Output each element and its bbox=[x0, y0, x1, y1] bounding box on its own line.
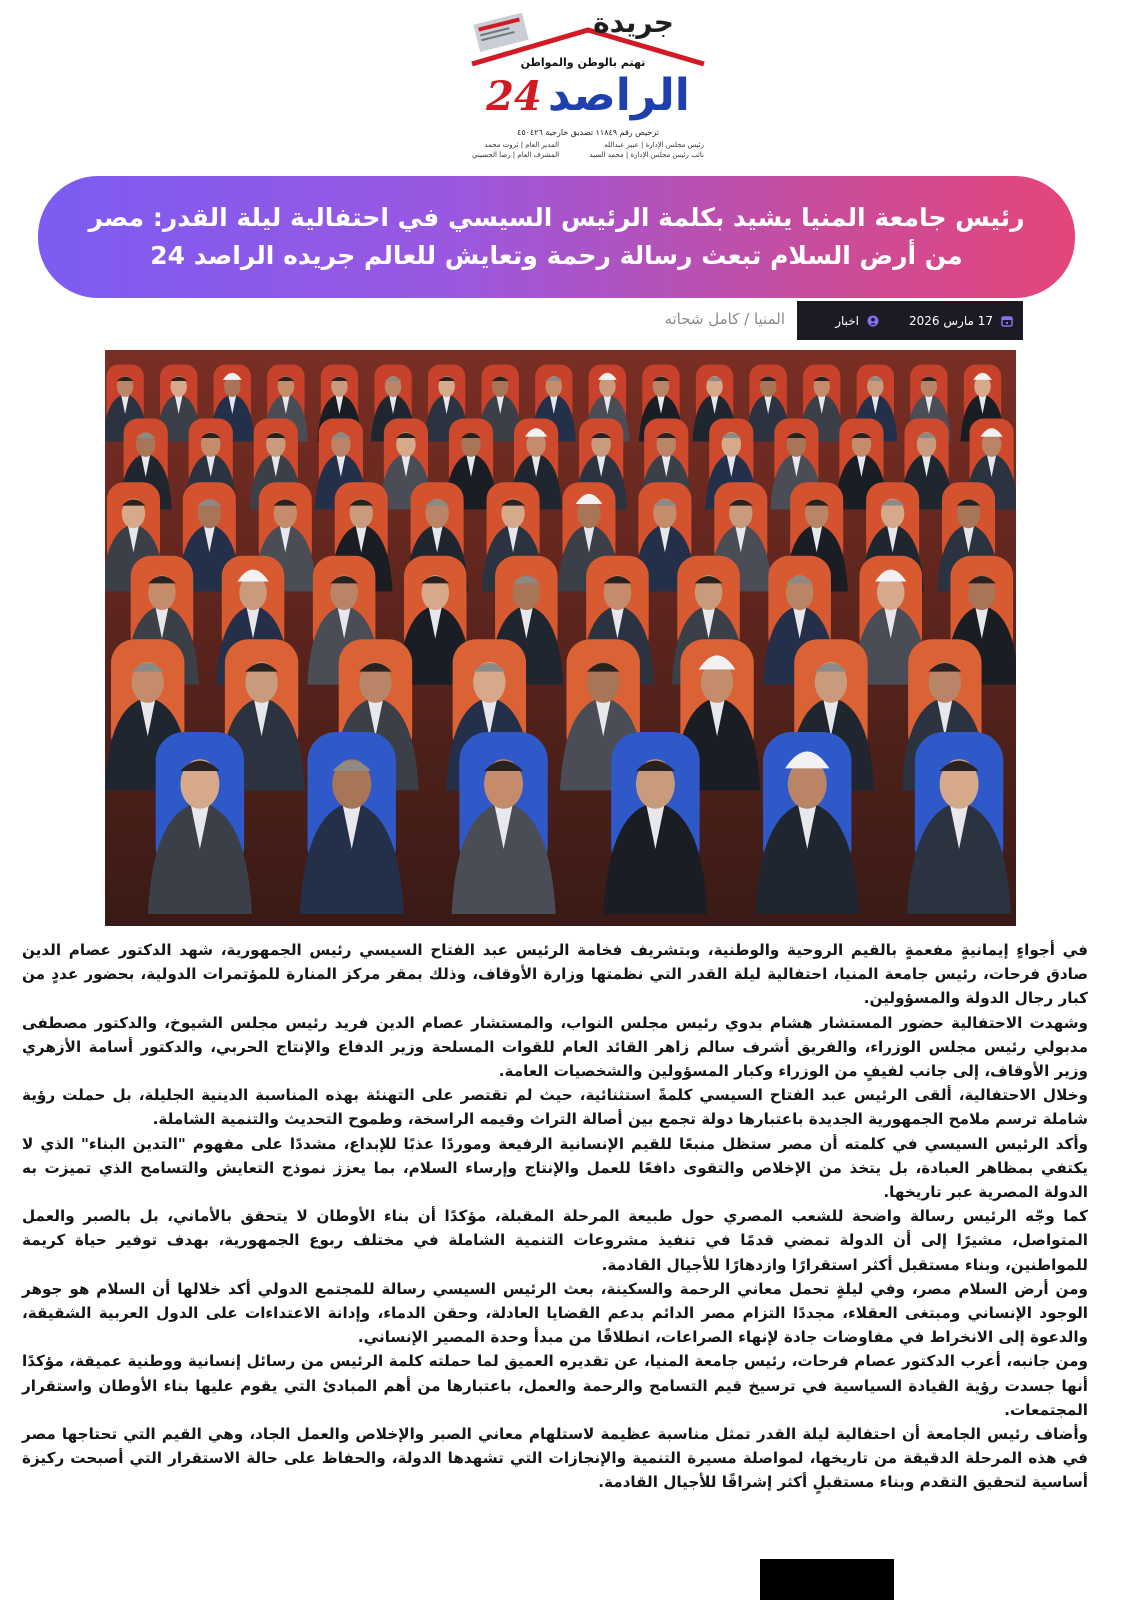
headline-banner bbox=[38, 176, 1075, 298]
masthead-brand: الراصد bbox=[547, 70, 690, 121]
masthead-word: جريدة bbox=[593, 6, 674, 39]
article-meta-bar bbox=[797, 301, 1023, 340]
article-author: المنيا / كامل شحاته bbox=[664, 310, 785, 328]
article-paragraph: وأضاف رئيس الجامعة أن احتفالية ليلة القدر تمثل مناسبة عظيمة لاستلهام معاني الصبر والإخلاص والعمل الجاد، وهي القيم التي تحتاجها مصر في هذه المرحلة الدقيقة من تاريخها، لمواصلة مسيرة التنمية والإنجازات التي تشهدها الدولة، والحفاظ على حالة الاستقرار التي أصبحت ركيزة أساسية لتحقيق التقدم وبناء مستقبلٍ أكثر إشراقًا للأجيال القادمة. bbox=[22, 1425, 1088, 1492]
article-paragraph: وشهدت الاحتفالية حضور المستشار هشام بدوي رئيس مجلس النواب، والمستشار عصام الدين فريد رئيس مجلس الشيوخ، والدكتور مصطفى مدبولي رئيس مجلس الوزراء، والفريق أشرف سالم زاهر القائد العام للقوات المسلحة وزير الدفاع والإنتاج الحربي، والدكتور أسامة الأزهري وزير الأوقاف، إلى جانب لفيفٍ من الوزراء وكبار المسؤولين والشخصيات العامة. bbox=[22, 1013, 1088, 1081]
article-body bbox=[22, 938, 1088, 1495]
article-paragraph: وأكد الرئيس السيسي في كلمته أن مصر ستظل منبعًا للقيم الإنسانية الرفيعة وموردًا عذبًا للإبداع، مشددًا على مفهوم "التدين البناء" الذي لا يكتفي بمظاهر العبادة، بل يتخذ من الإخلاص والتقوى دافعًا للعمل والإنتاج وإرساء السلام، بما يعزز نموذج التعايش والتسامح الذي تميزت به الدولة المصرية عبر تاريخها. bbox=[22, 1134, 1088, 1202]
staff-line: نائب رئيس مجلس الإدارة | محمد السيد bbox=[589, 151, 704, 159]
article-paragraph: كما وجّه الرئيس رسالة واضحة للشعب المصري حول طبيعة المرحلة المقبلة، مؤكدًا أن بناء الأوطان لا يتحقق بالأماني، بل بالصبر والعمل المتواصل، مشيرًا إلى أن الدولة تمضي قدمًا في تنفيذ مشروعات التنمية الشاملة في مختلف ربوع الجمهورية، بهدف توفير حياة كريمة للمواطنين، وبناء مستقبل أكثر استقرارًا وازدهارًا للأجيال القادمة. bbox=[22, 1207, 1088, 1274]
article-photo bbox=[105, 350, 1016, 926]
article-paragraph: ومن جانبه، أعرب الدكتور عصام فرحات، رئيس جامعة المنيا، عن تقديره العميق لما حملته كلمة الرئيس من رسائل إنسانية ووطنية عميقة، مؤكدًا أنها جسدت رؤية القيادة السياسية في ترسيخ قيم التسامح والرحمة والعمل، باعتبارها من أهم المبادئ التي يقوم عليها بناء الأوطان واستقرار المجتمعات. bbox=[22, 1352, 1088, 1419]
newspaper-masthead bbox=[468, 4, 708, 160]
masthead-staff-right bbox=[589, 140, 704, 160]
article-paragraph: في أجواءٍ إيمانيةٍ مفعمةٍ بالقيم الروحية والوطنية، وبتشريف فخامة الرئيس عبد الفتاح السيسي رئيس الجمهورية، شهد الدكتور عصام الدين صادق فرحات، رئيس جامعة المنيا، احتفالية ليلة القدر التي نظمتها وزارة الأوقاف، وذلك بمقر مركز المنارة للمؤتمرات الدولية، بحضور عددٍ من كبار رجال الدولة والمسؤولين. bbox=[22, 941, 1088, 1008]
staff-line: رئيس مجلس الإدارة | عبير عبدالله bbox=[604, 141, 704, 149]
masthead-logo bbox=[468, 70, 708, 126]
newspaper-icon bbox=[470, 12, 534, 52]
staff-line: المدير العام | ثروت محمد bbox=[484, 141, 560, 149]
masthead-staff-left bbox=[472, 140, 559, 160]
article-date: 17 مارس 2026 bbox=[909, 313, 993, 328]
article-headline: رئيس جامعة المنيا يشيد بكلمة الرئيس السيسي في احتفالية ليلة القدر: مصر من أرض السلام تبعث رسالة رحمة وتعايش للعالم جريده الراصد 24 bbox=[88, 203, 1025, 270]
masthead-license: ترخيص رقم ١١٨٤٩ تصديق خارجية ٤٥٠٤٢٦ bbox=[517, 128, 659, 137]
article-paragraph: ومن أرض السلام مصر، وفي ليلةٍ تحمل معاني الرحمة والسكينة، بعث الرئيس السيسي رسالة للمجتمع الدولي أكد خلالها أن السلام هو جوهر الوجود الإنساني ومبتغى العقلاء، مجددًا التزام مصر الدائم بدعم القضايا العادلة، وحقن الدماء، وإدانة الاعتداءات على الدول العربية الشقيقة، والدعوة إلى الانخراط في مفاوضات جادة لإنهاء الصراعات، انطلاقًا من مبدأ وحدة المصير الإنساني. bbox=[22, 1279, 1088, 1347]
staff-line: المشرف العام | رضا الحسيني bbox=[472, 151, 560, 159]
masthead-slogan: تهتم بالوطن والمواطن bbox=[520, 56, 646, 69]
article-paragraph: وخلال الاحتفالية، ألقى الرئيس عبد الفتاح السيسي كلمةً استثنائية، حيث لم تقتصر على التهنئة بهذه المناسبة الدينية الجليلة، بل حملت رؤية شاملة ترسم ملامح الجمهورية الجديدة باعتبارها دولة تجمع بين أصالة التراث وقيمه الراسخة، وطموح التحديث والتنمية الشاملة. bbox=[22, 1086, 1088, 1129]
footer-block bbox=[760, 1559, 894, 1600]
calendar-icon bbox=[1001, 315, 1013, 327]
masthead-brand-number: 24 bbox=[486, 73, 542, 120]
article-category-link[interactable]: اخبار bbox=[835, 313, 860, 328]
user-icon bbox=[867, 315, 879, 327]
audience-photo-illustration bbox=[105, 350, 1016, 926]
